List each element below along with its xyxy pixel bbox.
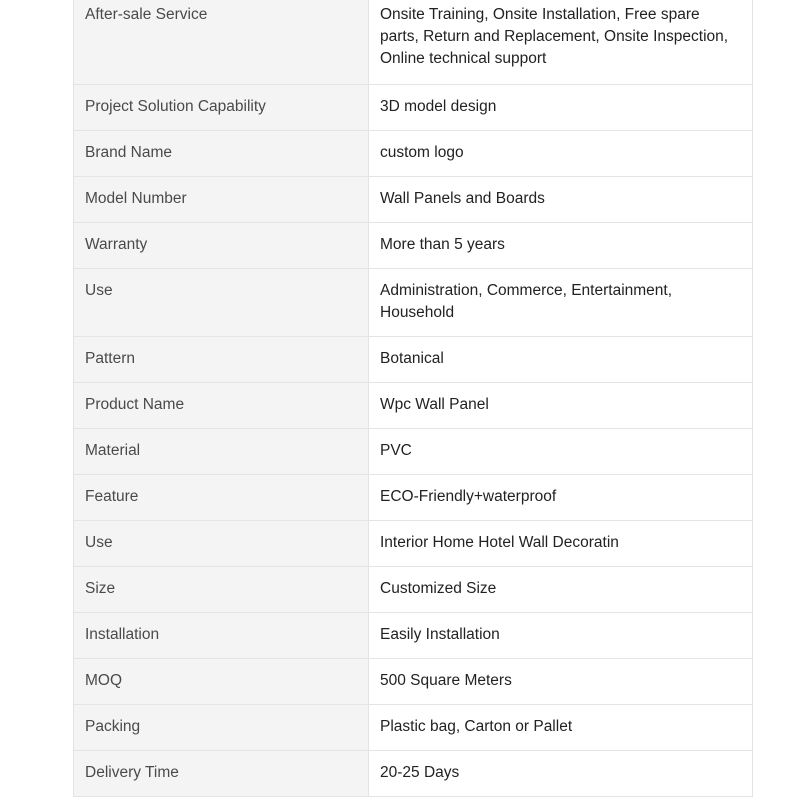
spec-value: Wall Panels and Boards bbox=[369, 177, 753, 223]
spec-value: Wpc Wall Panel bbox=[369, 383, 753, 429]
table-row bbox=[74, 705, 753, 751]
spec-label: Packing bbox=[74, 705, 369, 751]
table-row bbox=[74, 383, 753, 429]
spec-label: Project Solution Capability bbox=[74, 85, 369, 131]
table-row bbox=[74, 131, 753, 177]
spec-value: PVC bbox=[369, 429, 753, 475]
spec-value: ECO-Friendly+waterproof bbox=[369, 475, 753, 521]
table-row bbox=[74, 567, 753, 613]
table-row bbox=[74, 223, 753, 269]
spec-label: Delivery Time bbox=[74, 751, 369, 797]
spec-label: Use bbox=[74, 521, 369, 567]
spec-label: Size bbox=[74, 567, 369, 613]
spec-value: Easily Installation bbox=[369, 613, 753, 659]
table-row bbox=[74, 177, 753, 223]
spec-label: Installation bbox=[74, 613, 369, 659]
spec-label: After-sale Service bbox=[74, 0, 369, 85]
table-row bbox=[74, 429, 753, 475]
table-row bbox=[74, 269, 753, 337]
spec-value: Plastic bag, Carton or Pallet bbox=[369, 705, 753, 751]
table-row bbox=[74, 337, 753, 383]
spec-value: 20-25 Days bbox=[369, 751, 753, 797]
spec-value: 500 Square Meters bbox=[369, 659, 753, 705]
spec-label: Material bbox=[74, 429, 369, 475]
spec-label: MOQ bbox=[74, 659, 369, 705]
table-row bbox=[74, 751, 753, 797]
spec-label: Product Name bbox=[74, 383, 369, 429]
table-row bbox=[74, 613, 753, 659]
spec-label: Brand Name bbox=[74, 131, 369, 177]
table-row bbox=[74, 475, 753, 521]
spec-value: Onsite Training, Onsite Installation, Free spare parts, Return and Replacement, Onsite Inspection, Online technical support bbox=[369, 0, 753, 85]
table-row bbox=[74, 659, 753, 705]
spec-value: Interior Home Hotel Wall Decoratin bbox=[369, 521, 753, 567]
spec-label: Warranty bbox=[74, 223, 369, 269]
table-row bbox=[74, 521, 753, 567]
spec-label: Model Number bbox=[74, 177, 369, 223]
spec-label: Pattern bbox=[74, 337, 369, 383]
spec-value: Botanical bbox=[369, 337, 753, 383]
spec-value: 3D model design bbox=[369, 85, 753, 131]
spec-value: Customized Size bbox=[369, 567, 753, 613]
product-spec-table bbox=[73, 0, 753, 797]
spec-label: Use bbox=[74, 269, 369, 337]
table-row bbox=[74, 0, 753, 85]
spec-value: custom logo bbox=[369, 131, 753, 177]
spec-label: Feature bbox=[74, 475, 369, 521]
spec-value: Administration, Commerce, Entertainment, Household bbox=[369, 269, 753, 337]
spec-value: More than 5 years bbox=[369, 223, 753, 269]
table-row bbox=[74, 85, 753, 131]
